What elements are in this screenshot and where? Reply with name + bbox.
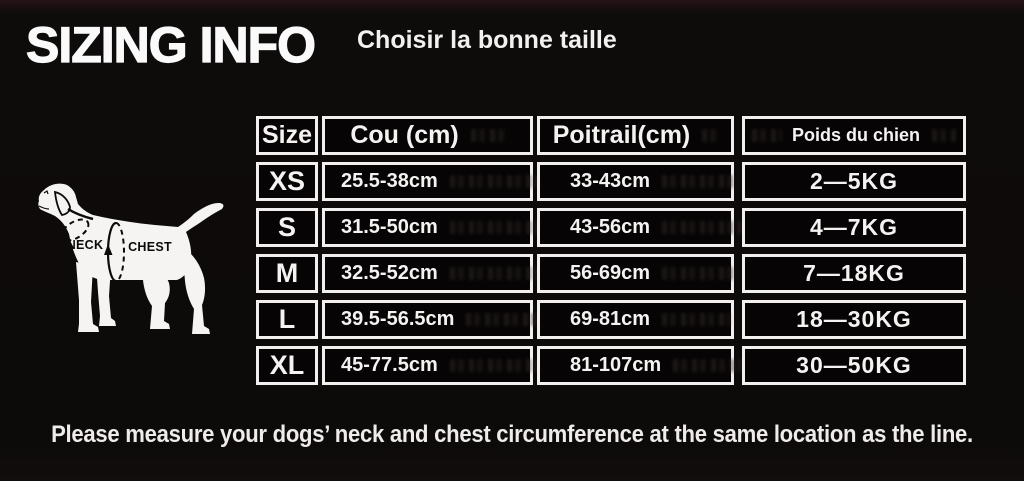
cell-l-poitrail-cm: [537, 300, 734, 339]
cell-value: M: [275, 258, 299, 288]
cell-xl-poids-du-chien: [742, 346, 966, 385]
cell-m-size: [256, 254, 318, 293]
cell-xl-size: [256, 346, 318, 385]
ghost-text-artifact: [662, 313, 730, 326]
cell-value: 39.5-56.5cm: [341, 308, 455, 330]
cell-xs-cou-cm: [322, 162, 533, 201]
cell-m-cou-cm: [322, 254, 533, 293]
dog-rear-far-leg: [184, 248, 210, 334]
cell-value: S: [277, 212, 296, 242]
cell-s-cou-cm: [322, 208, 533, 247]
column-header-size: [256, 116, 318, 155]
cell-xl-cou-cm: [322, 346, 533, 385]
page-subtitle: Choisir la bonne taille: [357, 26, 617, 54]
header-label: Poitrail(cm): [552, 121, 691, 149]
neck-label: NECK: [66, 238, 104, 252]
dog-silhouette-illustration: [35, 180, 235, 345]
column-header-poids-du-chien: [742, 116, 966, 155]
cell-value: 33-43cm: [570, 170, 651, 192]
ghost-text-artifact: [752, 129, 782, 142]
cell-value: 4—7KG: [809, 214, 899, 240]
chest-label: CHEST: [128, 240, 172, 254]
ghost-text-artifact: [662, 175, 734, 188]
cell-value: XL: [269, 350, 305, 380]
cell-m-poids-du-chien: [742, 254, 966, 293]
cell-value: 81-107cm: [570, 354, 662, 376]
cell-s-poitrail-cm: [537, 208, 734, 247]
cell-value: 45-77.5cm: [341, 354, 438, 376]
cell-l-poids-du-chien: [742, 300, 966, 339]
cell-value: 2—5KG: [809, 168, 899, 194]
page-title: SIZING INFO: [26, 17, 315, 73]
column-header-cou-cm: [322, 116, 533, 155]
cell-value: 56-69cm: [570, 262, 651, 284]
ghost-text-artifact: [702, 129, 718, 142]
header-label: Poids du chien: [791, 125, 920, 145]
cell-value: 69-81cm: [570, 308, 651, 330]
ghost-text-artifact: [450, 175, 546, 188]
measurement-note: Please measure your dogs’ neck and chest circumference at the same location as the line.: [51, 421, 973, 448]
cell-value: XS: [268, 166, 306, 196]
ghost-text-artifact: [662, 221, 742, 234]
column-header-poitrail-cm: [537, 116, 734, 155]
cell-l-cou-cm: [322, 300, 533, 339]
cell-value: 30—50KG: [796, 352, 912, 378]
ghost-text-artifact: [662, 267, 738, 280]
cell-l-size: [256, 300, 318, 339]
cell-m-poitrail-cm: [537, 254, 734, 293]
cell-value: L: [278, 304, 296, 334]
cell-value: 18—30KG: [796, 306, 912, 332]
ghost-text-artifact: [471, 129, 505, 142]
cell-s-size: [256, 208, 318, 247]
cell-value: 43-56cm: [570, 216, 651, 238]
cell-xs-size: [256, 162, 318, 201]
ghost-text-artifact: [673, 359, 751, 372]
cell-s-poids-du-chien: [742, 208, 966, 247]
ghost-text-artifact: [450, 359, 550, 372]
cell-value: 25.5-38cm: [341, 170, 438, 192]
dog-measurement-diagram: [35, 180, 235, 345]
cell-value: 31.5-50cm: [341, 216, 438, 238]
cell-xs-poitrail-cm: [537, 162, 734, 201]
cell-value: 32.5-52cm: [341, 262, 438, 284]
sizing-table: [256, 116, 966, 385]
cell-xl-poitrail-cm: [537, 346, 734, 385]
header-label: Size: [261, 121, 313, 149]
cell-value: 7—18KG: [803, 260, 905, 286]
ghost-text-artifact: [932, 129, 956, 142]
header-label: Cou (cm): [350, 121, 459, 149]
cell-xs-poids-du-chien: [742, 162, 966, 201]
